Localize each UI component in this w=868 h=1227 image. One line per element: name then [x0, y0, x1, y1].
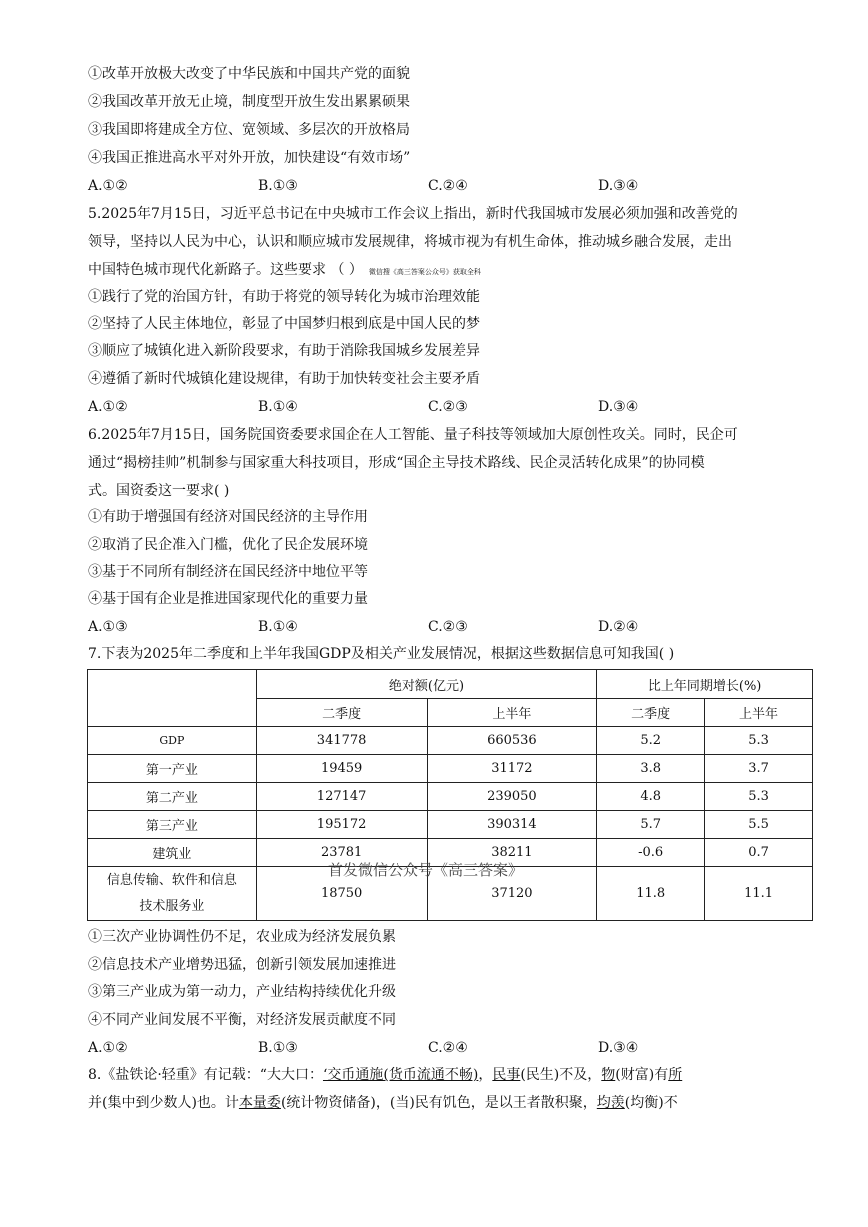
subheader-gr-q2: 二季度: [597, 699, 705, 727]
q5-stem-text: 中国特色城市现代化新路子。这些要求 （ ）: [88, 262, 363, 278]
cell-gr-h1: 5.5: [705, 811, 813, 839]
q4-option-4: ④我国正推进高水平对外开放，加快建设“有效市场”: [88, 150, 411, 166]
q5-option-2: ②坚持了人民主体地位，彰显了中国梦归根到底是中国人民的梦: [88, 316, 480, 332]
q6-stem-line-1: 6.2025年7月15日，国务院国资委要求国企在人工智能、量子科技等领域加大原创性攻关。同时，民企可: [88, 427, 738, 443]
q8-text-j: 本量委: [238, 1095, 281, 1111]
q7-stem: 7.下表为2025年二季度和上半年我国GDP及相关产业发展情况，根据这些数据信息可知我国( ): [88, 646, 675, 662]
q4-choice-c: C.②④: [428, 178, 468, 194]
q4-choice-b: B.①③: [258, 178, 298, 194]
row-label-line-1: 信息传输、软件和信息: [106, 872, 237, 888]
q5-stem-line-3: [88, 260, 481, 282]
q8-text-b: ‘交币通施(货币流通不畅): [322, 1067, 479, 1083]
cell-abs-q2: 195172: [256, 811, 427, 839]
watermark-text: 首发微信公众号《高三答案》: [328, 861, 524, 879]
row-label: 建筑业: [88, 839, 257, 867]
q6-option-4: ④基于国有企业是推进国家现代化的重要力量: [88, 591, 368, 607]
table-corner-cell: [88, 670, 257, 727]
q7-choice-c: C.②④: [428, 1040, 468, 1056]
q6-option-3: ③基于不同所有制经济在国民经济中地位平等: [88, 564, 368, 580]
q6-stem-line-2: 通过“揭榜挂帅”机制参与国家重大科技项目，形成“国企主导技术路线、民企灵活转化成果”的协同模: [88, 455, 705, 471]
cell-gr-q2: 11.8: [597, 867, 705, 921]
q6-choice-b: B.①④: [258, 619, 298, 635]
row-label: GDP: [88, 727, 257, 755]
cell-abs-q2: 341778: [256, 727, 427, 755]
header-absolute: 绝对额(亿元): [256, 670, 597, 699]
q5-option-4: ④遵循了新时代城镇化建设规律，有助于加快转变社会主要矛盾: [88, 371, 480, 387]
cell-gr-q2: -0.6: [597, 839, 705, 867]
subheader-abs-h1: 上半年: [427, 699, 597, 727]
q6-option-1: ①有助于增强国有经济对国民经济的主导作用: [88, 509, 368, 525]
cell-abs-q2: 19459: [256, 755, 427, 783]
cell-gr-q2: 4.8: [597, 783, 705, 811]
gdp-table: [87, 669, 813, 921]
q5-option-1: ①践行了党的治国方针，有助于将党的领导转化为城市治理效能: [88, 289, 480, 305]
q7-option-2: ②信息技术产业增势迅猛，创新引领发展加速推进: [88, 957, 396, 973]
q7-choice-d: D.③④: [598, 1040, 639, 1056]
q8-text-a: 8.《盐铁论·轻重》有记载：“大大口：: [88, 1067, 323, 1083]
q7-option-1: ①三次产业协调性仍不足，农业成为经济发展负累: [88, 929, 396, 945]
q6-choice-d: D.②④: [598, 619, 639, 635]
table-row: [88, 811, 813, 839]
q5-choice-d: D.③④: [598, 399, 639, 415]
row-label: 第二产业: [88, 783, 257, 811]
q6-option-2: ②取消了民企准入门槛，优化了民企发展环境: [88, 537, 368, 553]
q4-option-3: ③我国即将建成全方位、宽领域、多层次的开放格局: [88, 122, 410, 138]
q5-stem-line-2: 领导，坚持以人民为中心，认识和顺应城市发展规律，将城市视为有机生命体，推动城乡融合发展，走出: [88, 234, 732, 250]
cell-gr-h1: 5.3: [705, 727, 813, 755]
q7-option-3: ③第三产业成为第一动力，产业结构持续优化升级: [88, 984, 396, 1000]
q7-option-4: ④不同产业间发展不平衡，对经济发展贡献度不同: [88, 1012, 396, 1028]
cell-abs-q2: 18750: [256, 867, 427, 921]
q8-text-c: ，: [478, 1067, 493, 1083]
cell-abs-h1: 38211: [427, 839, 597, 867]
table-header-row: [88, 670, 813, 699]
cell-abs-h1: 239050: [427, 783, 597, 811]
q5-promo-note: 微信搜《高三答案公众号》获取全科: [368, 268, 481, 276]
cell-abs-h1: 31172: [427, 755, 597, 783]
q7-choice-a: A.①②: [88, 1040, 128, 1056]
q4-choice-d: D.③④: [598, 178, 639, 194]
q8-text-f: 物: [601, 1067, 616, 1083]
q6-choices: [88, 617, 788, 637]
q7-choice-b: B.①③: [258, 1040, 298, 1056]
q8-text-e: (民生)不及，: [520, 1067, 602, 1083]
q5-choice-c: C.②③: [428, 399, 468, 415]
q7-choices: [88, 1038, 788, 1058]
cell-abs-q2: 127147: [256, 783, 427, 811]
cell-gr-q2: 5.7: [597, 811, 705, 839]
q4-choice-a: A.①②: [88, 178, 128, 194]
subheader-abs-q2: 二季度: [256, 699, 427, 727]
cell-gr-h1: 5.3: [705, 783, 813, 811]
cell-abs-h1: 37120: [427, 867, 597, 921]
table-row: [88, 755, 813, 783]
row-label: [88, 867, 257, 921]
header-growth: 比上年同期增长(%): [597, 670, 813, 699]
cell-gr-h1: 11.1: [705, 867, 813, 921]
table-row: [88, 727, 813, 755]
q6-stem-line-3: 式。国资委这一要求( ): [88, 483, 230, 499]
q6-choice-c: C.②③: [428, 619, 468, 635]
subheader-gr-h1: 上半年: [705, 699, 813, 727]
row-label: 第三产业: [88, 811, 257, 839]
q5-choices: [88, 397, 788, 417]
cell-gr-q2: 5.2: [597, 727, 705, 755]
q5-stem-line-1: 5.2025年7月15日，习近平总书记在中央城市工作会议上指出，新时代我国城市发展必须加强和改善党的: [88, 206, 738, 222]
table-row: [88, 783, 813, 811]
q8-text-l: 均羡: [596, 1095, 625, 1111]
q8-stem-line-2: [88, 1093, 678, 1113]
q5-choice-a: A.①②: [88, 399, 128, 415]
q8-text-g: (财富)有: [615, 1067, 669, 1083]
q5-choice-b: B.①④: [258, 399, 298, 415]
cell-abs-h1: 660536: [427, 727, 597, 755]
q8-text-m: (均衡)不: [624, 1095, 678, 1111]
q8-stem-line-1: [88, 1065, 682, 1085]
q8-text-k: (统计物资储备)，(当)民有饥色，是以王者散积聚，: [280, 1095, 597, 1111]
q4-choices: [88, 176, 788, 196]
q4-option-1: ①改革开放极大改变了中华民族和中国共产党的面貌: [88, 66, 410, 82]
row-label: 第一产业: [88, 755, 257, 783]
row-label-line-2: 技术服务业: [139, 898, 205, 914]
cell-gr-h1: 0.7: [705, 839, 813, 867]
cell-gr-h1: 3.7: [705, 755, 813, 783]
q8-text-i: 并(集中到少数人)也。计: [88, 1095, 239, 1111]
q5-option-3: ③顺应了城镇化进入新阶段要求，有助于消除我国城乡发展差异: [88, 343, 480, 359]
q8-text-d: 民事: [492, 1067, 521, 1083]
cell-abs-h1: 390314: [427, 811, 597, 839]
cell-abs-q2: 23781: [256, 839, 427, 867]
q6-choice-a: A.①③: [88, 619, 128, 635]
cell-gr-q2: 3.8: [597, 755, 705, 783]
q8-text-h: 所: [668, 1067, 683, 1083]
q4-option-2: ②我国改革开放无止境，制度型开放生发出累累硕果: [88, 94, 410, 110]
